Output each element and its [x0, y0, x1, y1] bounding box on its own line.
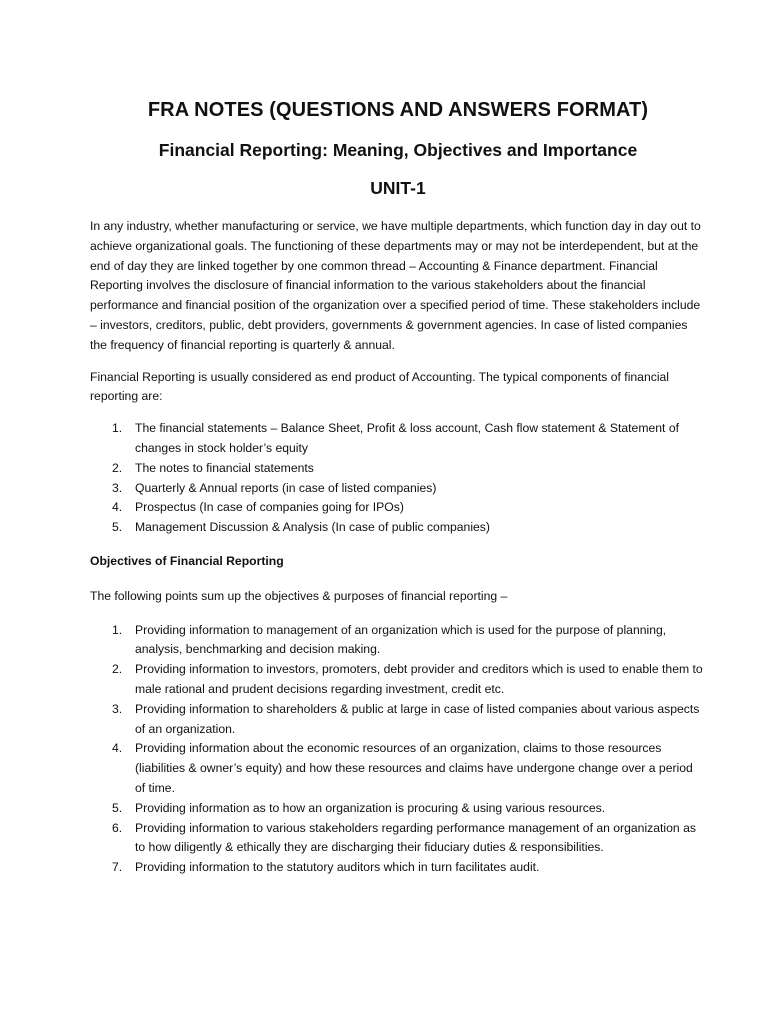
list-item-text: Providing information to management of an organization which is used for the purpose of planning, analysis, benchmarking and decision making.	[135, 622, 667, 657]
list-item	[90, 739, 706, 798]
list-item-text: Providing information as to how an organization is procuring & using various resources.	[135, 800, 606, 815]
list-item-number: 3.	[112, 480, 123, 495]
list-item-text: Providing information to the statutory auditors which in turn facilitates audit.	[135, 860, 540, 875]
list-item	[90, 621, 706, 661]
list-item-text: Providing information to investors, promoters, debt provider and creditors which is used to enable them to male rational and prudent decisions regarding investment, credit etc.	[135, 662, 703, 696]
list-item-number: 4.	[112, 741, 123, 756]
list-item	[90, 498, 706, 518]
list-item-number: 5.	[112, 800, 123, 815]
list-item-number: 4.	[112, 500, 123, 515]
list-item	[90, 660, 706, 700]
list-item	[90, 700, 706, 740]
list-item-text: Providing information to shareholders & public at large in case of listed companies about various aspects of an organization.	[135, 701, 700, 736]
objectives-intro: The following points sum up the objectives & purposes of financial reporting –	[90, 588, 508, 603]
list-item-number: 1.	[112, 421, 123, 436]
list-item-number: 3.	[112, 701, 123, 716]
list-item-number: 7.	[112, 860, 123, 875]
list-item-number: 2.	[112, 662, 123, 677]
objectives-list	[90, 621, 706, 878]
document-title: FRA NOTES (QUESTIONS AND ANSWERS FORMAT)	[147, 99, 649, 121]
list-item	[90, 819, 706, 859]
list-item	[90, 518, 706, 538]
unit-heading: UNIT-1	[370, 178, 426, 198]
list-item-text: Management Discussion & Analysis (In case of public companies)	[135, 520, 490, 535]
list-item-text: The notes to financial statements	[135, 460, 314, 475]
list-item	[90, 479, 706, 499]
components-intro: Financial Reporting is usually considered as end product of Accounting. The typical components of financial reporting are:	[90, 369, 670, 404]
list-item-text: Providing information to various stakeholders regarding performance management of an organization as to how diligently & ethically they are discharging their fiduciary duties & responsibilities.	[135, 820, 696, 855]
list-item	[90, 459, 706, 479]
list-item-text: Providing information about the economic resources of an organization, claims to those resources (liabilities & owner’s equity) and how these resources and claims have undergone change over a period of time.	[135, 741, 693, 795]
list-item	[90, 799, 706, 819]
components-list	[90, 419, 706, 538]
intro-paragraph: In any industry, whether manufacturing or service, we have multiple departments, which function day in day out to achieve organizational goals. The functioning of these departments may or may not be interdependent, but at the end of day they are linked together by one common thread – Accounting & Finance department. Financial Reporting involves the disclosure of financial information to the various stakeholders about the financial performance and financial position of the organization over a specified period of time. These stakeholders include – investors, creditors, public, debt providers, governments & government agencies. In case of listed companies the frequency of financial reporting is quarterly & annual.	[90, 219, 701, 352]
list-item-number: 5.	[112, 520, 123, 535]
list-item	[90, 858, 706, 878]
document-subtitle: Financial Reporting: Meaning, Objectives and Importance	[158, 140, 638, 160]
list-item-number: 1.	[112, 622, 123, 637]
list-item	[90, 419, 706, 459]
list-item-text: The financial statements – Balance Sheet, Profit & loss account, Cash flow statement & Statement of changes in stock holder’s equity	[135, 421, 679, 455]
objectives-heading: Objectives of Financial Reporting	[90, 553, 284, 568]
list-item-number: 6.	[112, 820, 123, 835]
list-item-number: 2.	[112, 460, 123, 475]
list-item-text: Prospectus (In case of companies going for IPOs)	[135, 500, 404, 515]
list-item-text: Quarterly & Annual reports (in case of listed companies)	[135, 480, 437, 495]
